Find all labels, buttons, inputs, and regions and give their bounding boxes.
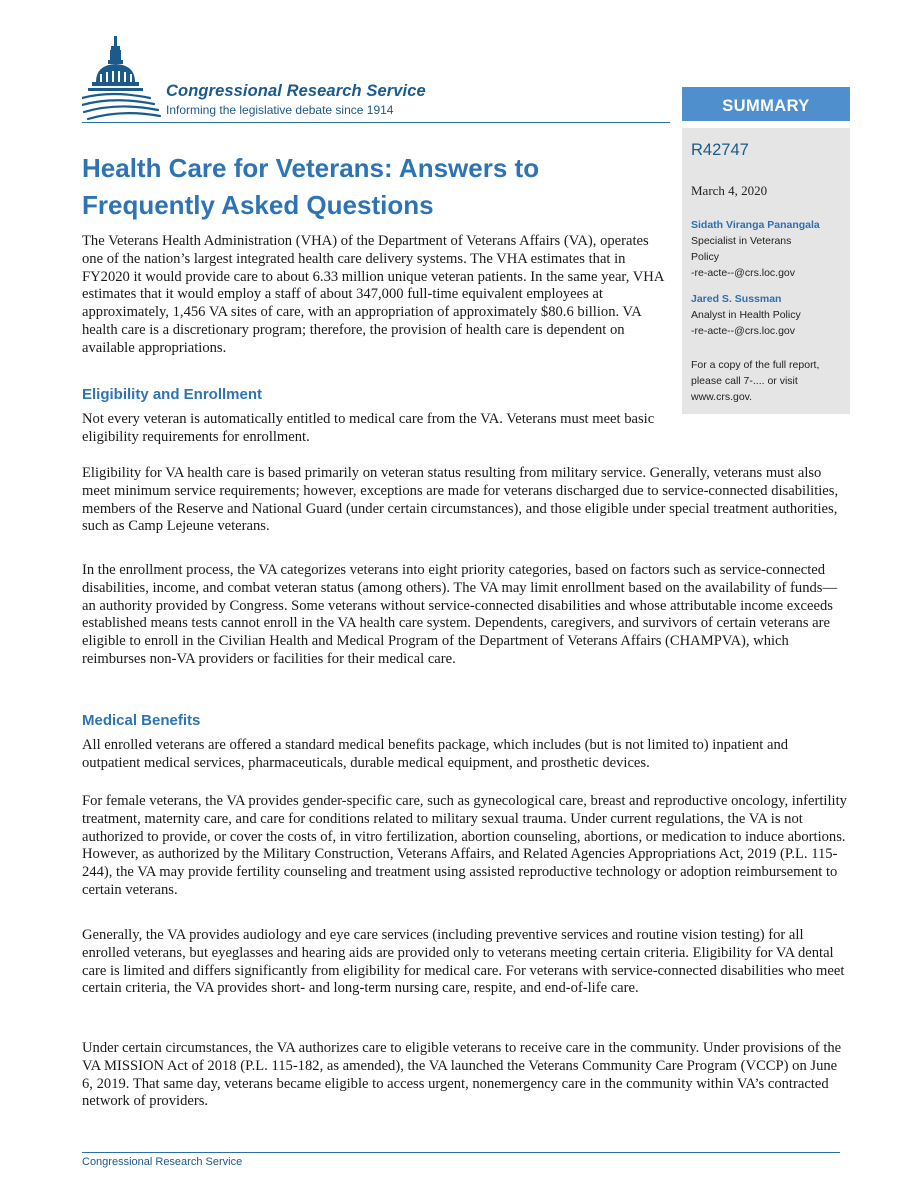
footer-text: Congressional Research Service [82, 1156, 243, 1168]
report-date: March 4, 2020 [691, 183, 768, 198]
intro-paragraph: The Veterans Health Administration (VHA) of the Department of Veterans Affairs (VA), operates one of the nation’s largest integrated health care delivery systems. The VHA estimates that in FY2020 it would provide care to about 6.33 million unique veteran patients. In the same year, VHA estimates that it would employ a staff of about 347,000 full-time equivalent employees at approximately, 1,456 VA sites of care, with an appropriation of approximately $80.6 billion. VA health care is a discretionary program; therefore, the provision of health care is dependent on available appropriations. [82, 233, 664, 356]
author-name: Jared S. Sussman [691, 293, 782, 305]
author-email[interactable]: -re-acte--@crs.loc.gov [691, 325, 796, 337]
report-number: R42747 [691, 141, 749, 159]
copy-note: please call 7-.... or visit [691, 375, 798, 387]
paragraph: Eligibility for VA health care is based primarily on veteran status resulting from military service. Generally, veterans must also meet minimum service requirements; however, exceptions are made for veterans discharged due to service-connected disabilities, members of the Reserve and National Guard (under certain circumstances), and those eligible under special treatment authorities, such as Camp Lejeune veterans. [82, 465, 839, 535]
capitol-dome-icon [82, 32, 162, 122]
section-heading-eligibility: Eligibility and Enrollment [82, 386, 263, 403]
author-title: Analyst in Health Policy [691, 309, 801, 321]
page-title: Health Care for Veterans: Answers to Frequently Asked Questions [82, 153, 540, 220]
crs-header [82, 32, 670, 124]
paragraph: In the enrollment process, the VA categorizes veterans into eight priority categories, based on factors such as service-connected disabilities, income, and combat veteran status (among others). The VA may limit enrollment based on the availability of funds—an authority provided by Congress. Some veterans without service-connected disabilities and whose attributable income exceeds established means tests cannot enroll in the VA health care system. Dependents, caregivers, and survivors of certain veterans are eligible to enroll in the Civilian Health and Medical Program of the Department of Veterans Affairs (CHAMPVA), which reimburses non-VA providers or facilities for their medical care. [82, 562, 838, 667]
org-tagline: Informing the legislative debate since 1914 [166, 103, 394, 117]
summary-label: SUMMARY [682, 87, 850, 121]
footer-rule [82, 1152, 840, 1153]
paragraph: All enrolled veterans are offered a standard medical benefits package, which includes (but is not limited to) inpatient and outpatient medical services, pharmaceuticals, durable medical equipment, and prosthetic devices. [82, 737, 789, 771]
author-email[interactable]: -re-acte--@crs.loc.gov [691, 267, 796, 279]
author-title: Policy [691, 251, 720, 263]
summary-gap [682, 121, 850, 128]
author-title: Specialist in Veterans [691, 235, 792, 247]
section-heading-medical-benefits: Medical Benefits [82, 712, 201, 729]
org-name: Congressional Research Service [166, 82, 426, 100]
copy-note: For a copy of the full report, [691, 359, 820, 371]
header-rule [82, 122, 670, 123]
paragraph: Not every veteran is automatically entitled to medical care from the VA. Veterans must meet basic eligibility requirements for enrollment. [82, 411, 655, 445]
crs-website-link[interactable]: www.crs.gov. [691, 391, 753, 403]
author-name: Sidath Viranga Panangala [691, 219, 820, 231]
paragraph: For female veterans, the VA provides gender-specific care, such as gynecological care, breast and reproductive oncology, infertility treatment, maternity care, and care for conditions related to military sexual trauma. Under current regulations, the VA is not authorized to provide, or cover the costs of, in vitro fertilization, abortion counseling, abortions, or medication to induce abortions. However, as authorized by the Military Construction, Veterans Affairs, and Related Agencies Appropriations Act, 2019 (P.L. 115-244), the VA may provide fertility counseling and treatment using assisted reproductive technology or adoption reimbursement to certain veterans. [82, 793, 847, 898]
paragraph: Under certain circumstances, the VA authorizes care to eligible veterans to receive care in the community. Under provisions of the VA MISSION Act of 2018 (P.L. 115-182, as amended), the VA launched the Veterans Community Care Program (VCCP) on June 6, 2019. That same day, veterans became eligible to access urgent, nonemergency care in the community within VA’s contracted network of providers. [82, 1040, 842, 1110]
summary-sidebar [682, 87, 850, 414]
paragraph: Generally, the VA provides audiology and eye care services (including preventive services and routine vision testing) for all enrolled veterans, but eyeglasses and hearing aids are provided only to veterans meeting certain criteria. Eligibility for VA dental care is limited and differs significantly from eligibility for medical care. For veterans with service-connected disabilities who meet certain criteria, the VA provides short- and long-term nursing care, respite, and end-of-life care. [82, 927, 845, 997]
